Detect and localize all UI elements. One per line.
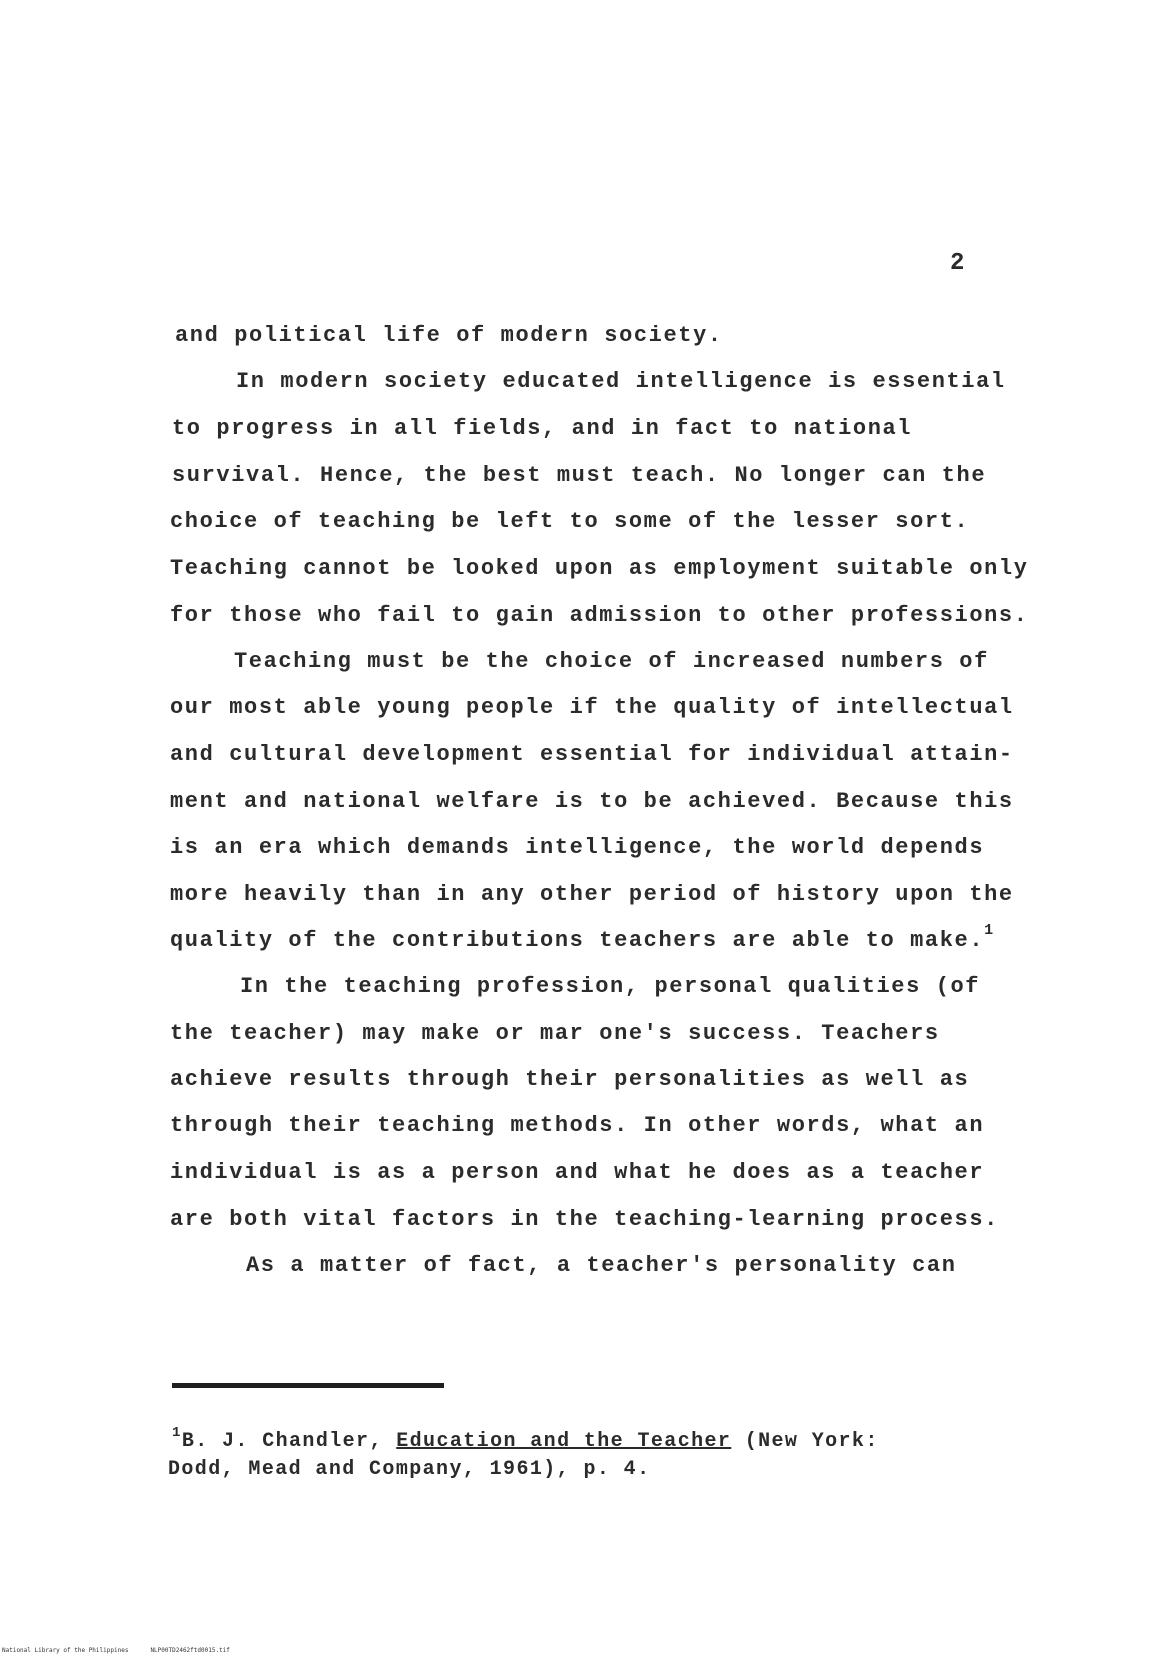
text-line: is an era which demands intelligence, the world depends — [170, 835, 985, 860]
text-line: individual is as a person and what he does as a teacher — [170, 1160, 985, 1185]
text-line: more heavily than in any other period of history upon the — [170, 882, 1014, 907]
footnote-marker: 1 — [984, 922, 995, 939]
text-line: to progress in all fields, and in fact to national — [172, 416, 913, 441]
footnote-line-1 — [172, 1425, 879, 1453]
scan-filename: NLP00TD2462ftd0015.tif — [150, 1647, 230, 1654]
text-line: are both vital factors in the teaching-learning process. — [170, 1207, 999, 1232]
footnote-author: B. J. Chandler, — [181, 1430, 397, 1453]
text-line: In the teaching profession, personal qualities (of — [240, 974, 981, 999]
footnote-title: Education and the Teacher — [396, 1430, 732, 1453]
footnote-publisher: (New York: — [731, 1430, 879, 1453]
text-line — [170, 922, 995, 953]
text-line: survival. Hence, the best must teach. No longer can the — [172, 463, 987, 488]
text-line: choice of teaching be left to some of the lesser sort. — [170, 509, 970, 534]
footnote-sup: 1 — [172, 1425, 182, 1441]
text-line: Teaching must be the choice of increased numbers of — [234, 649, 989, 674]
text-span: quality of the contributions teachers are able to make. — [170, 928, 985, 953]
text-line: our most able young people if the quality of intellectual — [170, 695, 1014, 720]
text-line: and political life of modern society. — [175, 323, 723, 348]
text-line: ment and national welfare is to be achieved. Because this — [170, 789, 1014, 814]
text-line: and cultural development essential for individual attain- — [170, 742, 1014, 767]
text-line: the teacher) may make or mar one's success. Teachers — [170, 1021, 940, 1046]
text-line: for those who fail to gain admission to other professions. — [170, 603, 1029, 628]
scan-library: National Library of the Philippines — [2, 1647, 129, 1654]
footnote-line-2: Dodd, Mead and Company, 1961), p. 4. — [168, 1458, 651, 1481]
text-line: In modern society educated intelligence is essential — [236, 369, 1006, 394]
scan-footer — [2, 1647, 252, 1654]
page-number: 2 — [950, 250, 966, 277]
text-line: Teaching cannot be looked upon as employment suitable only — [170, 556, 1029, 581]
footnote-divider — [172, 1383, 444, 1388]
text-line: As a matter of fact, a teacher's personality can — [246, 1253, 957, 1278]
text-line: through their teaching methods. In other words, what an — [170, 1113, 985, 1138]
text-line: achieve results through their personalities as well as — [170, 1067, 970, 1092]
